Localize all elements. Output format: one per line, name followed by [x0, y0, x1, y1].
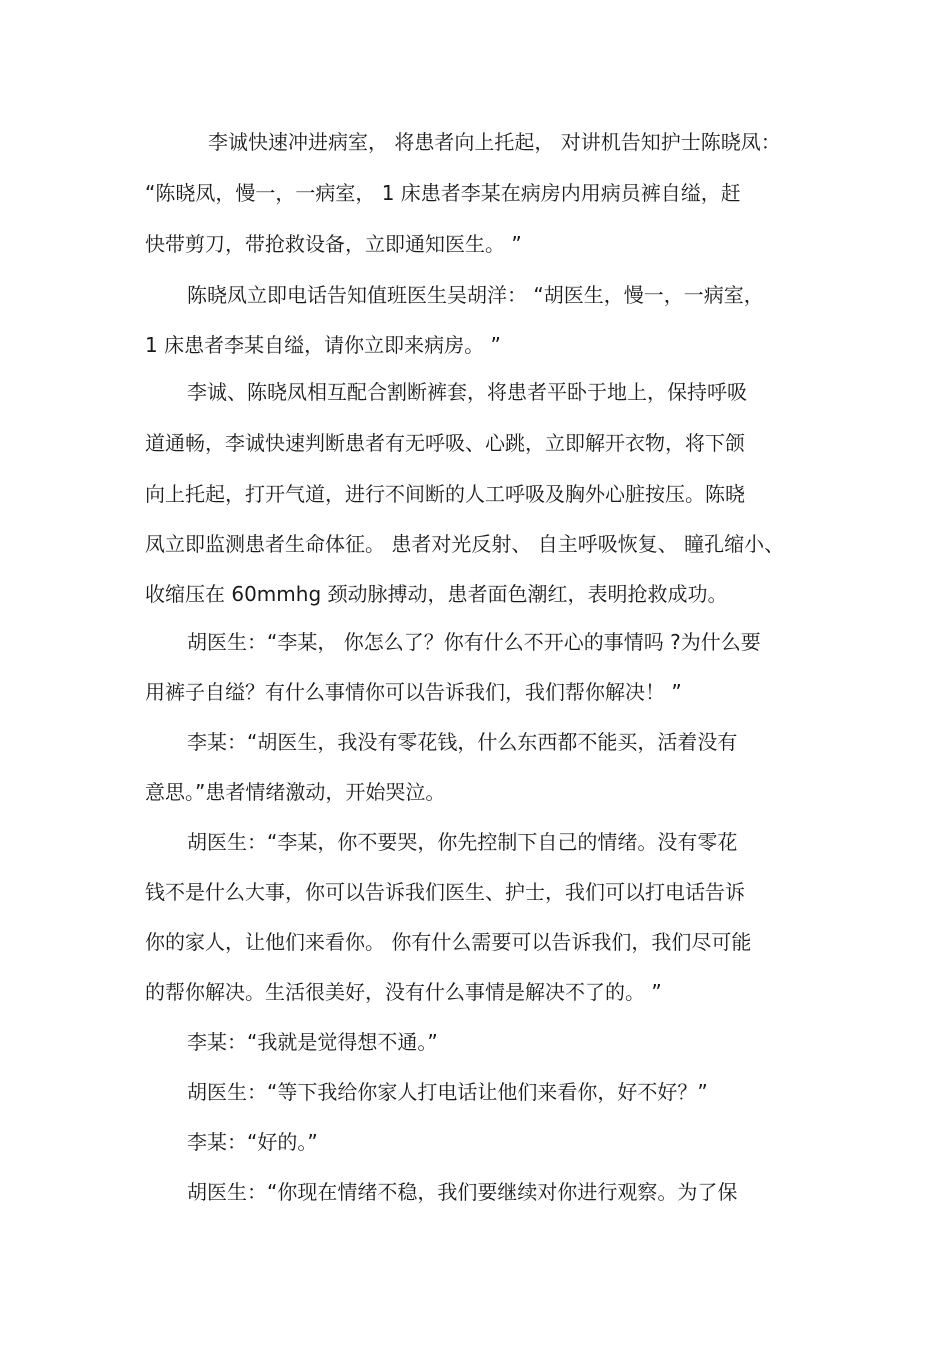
- text-line: 李诚、陈晓凤相互配合割断裤套，将患者平卧于地上，保持呼吸: [187, 380, 747, 404]
- text-line: 快带剪刀，带抢救设备，立即通知医生。 ”: [145, 232, 522, 256]
- text-line: 你的家人，让他们来看你。 你有什么需要可以告诉我们，我们尽可能: [145, 930, 752, 954]
- text-line: “陈晓凤，慢一，一病室， 1 床患者李某在病房内用病员裤自缢，赶: [145, 181, 741, 205]
- text-line: 胡医生：“李某， 你怎么了？你有什么不开心的事情吗 ?为什么要: [187, 630, 761, 654]
- text-line: 胡医生：“你现在情绪不稳，我们要继续对你进行观察。为了保: [187, 1180, 738, 1204]
- text-line: 收缩压在 60mmhg 颈动脉搏动，患者面色潮红，表明抢救成功。: [145, 582, 728, 606]
- text-line: 李某：“胡医生，我没有零花钱，什么东西都不能买，活着没有: [187, 730, 738, 754]
- text-line: 的帮你解决。生活很美好，没有什么事情是解决不了的。 ”: [145, 980, 662, 1004]
- text-line: 李某：“我就是觉得想不通。”: [187, 1030, 438, 1054]
- text-line: 钱不是什么大事，你可以告诉我们医生、护士，我们可以打电话告诉: [145, 880, 745, 904]
- text-line: 陈晓凤立即电话告知值班医生吴胡洋： “胡医生，慢一，一病室，: [187, 283, 764, 307]
- text-line: 道通畅，李诚快速判断患者有无呼吸、心跳，立即解开衣物，将下颌: [145, 431, 745, 455]
- text-line: 李诚快速冲进病室， 将患者向上托起， 对讲机告知护士陈晓凤：: [208, 130, 781, 154]
- text-line: 意思。”患者情绪激动，开始哭泣。: [145, 780, 446, 804]
- text-line: 向上托起，打开气道，进行不间断的人工呼吸及胸外心脏按压。陈晓: [145, 482, 745, 506]
- text-line: 用裤子自缢？有什么事情你可以告诉我们，我们帮你解决！ ”: [145, 680, 682, 704]
- text-line: 胡医生：“等下我给你家人打电话让他们来看你，好不好？”: [187, 1080, 708, 1104]
- text-line: 凤立即监测患者生命体征。 患者对光反射、 自主呼吸恢复、 瞳孔缩小、: [145, 532, 785, 556]
- text-line: 1 床患者李某自缢，请你立即来病房。 ”: [145, 333, 501, 357]
- text-line: 胡医生：“李某，你不要哭，你先控制下自己的情绪。没有零花: [187, 830, 738, 854]
- text-line: 李某：“好的。”: [187, 1130, 318, 1154]
